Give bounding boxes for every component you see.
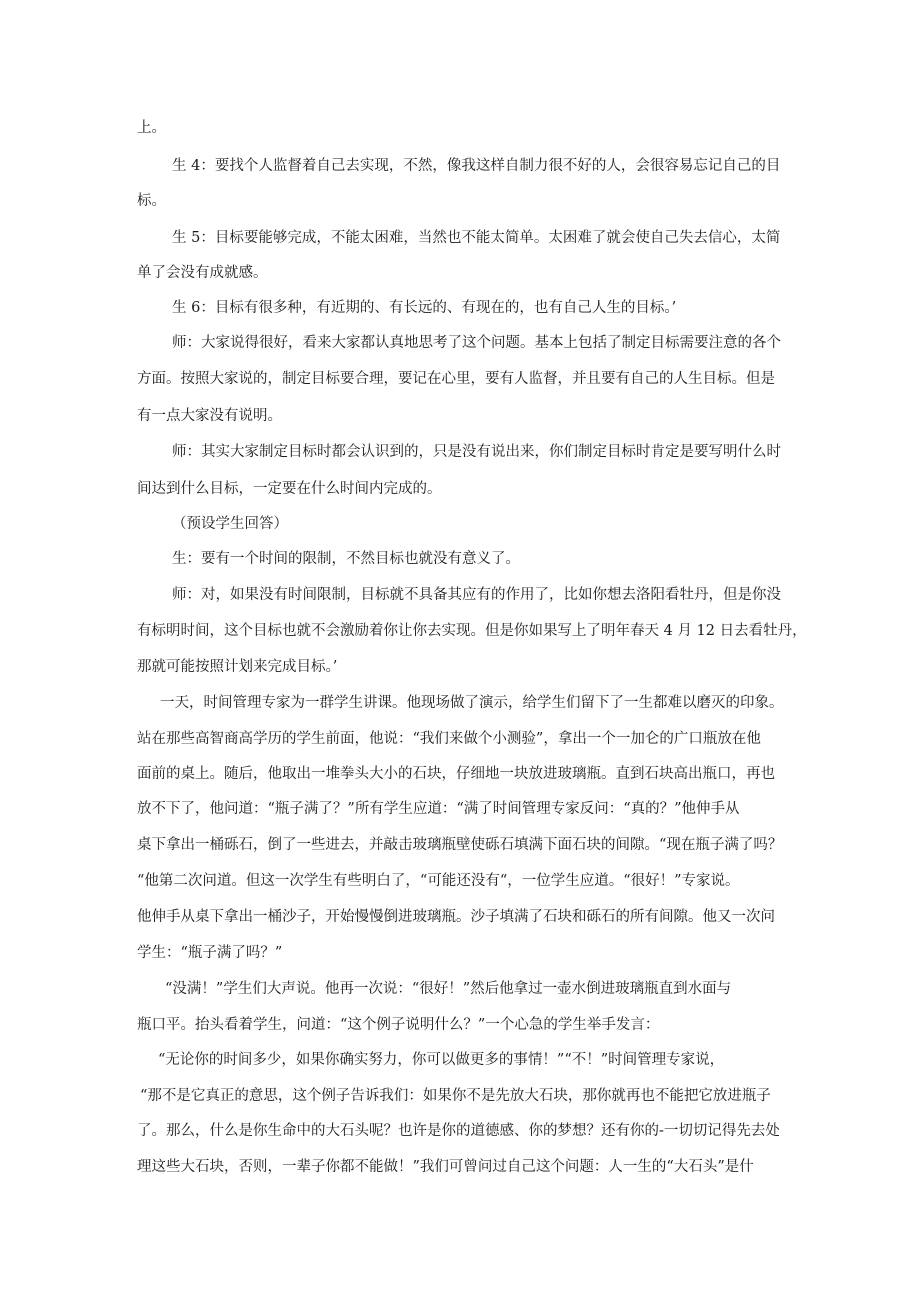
text-line: 生 6：目标有很多种，有近期的、有长远的、有现在的，也有自己人生的目标。’ [172, 300, 677, 316]
text-line: 上。 [137, 120, 166, 136]
text-line: 那就可能按照计划来完成目标。’ [137, 659, 338, 675]
text-line: 单了会没有成就感。 [137, 265, 268, 281]
text-line: “他第二次问道。但这一次学生有些明白了，“可能还没有“，一位学生应道。“很好！”专家说。 [137, 873, 740, 889]
text-line: 师：其实大家制定目标时都会认识到的，只是没有说出来，你们制定目标时肯定是要写明什么时 [172, 444, 781, 460]
text-line: 方面。按照大家说的，制定目标要合理，要记在心里，要有人监督，并且要有自己的人生目标。但是 [137, 371, 775, 387]
text-line: 他伸手从桌下拿出一桶沙子，开始慢慢倒进玻璃瓶。沙子填满了石块和砾石的所有间隙。他又一次问 [137, 909, 775, 925]
text-line: 生 5：目标要能够完成，不能太困难，当然也不能太简单。太困难了就会使自己失去信心，太简 [172, 230, 781, 246]
text-line: 间达到什么目标，一定要在什么时间内完成的。 [137, 481, 442, 497]
text-line: 一天，时间管理专家为一群学生讲课。他现场做了演示，给学生们留下了一生都难以磨灭的印象。 [160, 695, 784, 711]
text-line: 面前的桌上。随后，他取出一堆拳头大小的石块，仔细地一块放进玻璃瓶。直到石块高出瓶口，再也 [137, 766, 775, 782]
text-line: 有标明时间，这个目标也就不会激励着你让你去实现。但是你如果写上了明年春天 4 月 12 日去看牡丹， [137, 623, 807, 639]
text-line: 站在那些高智商高学历的学生前面，他说：“我们来做个小测验”，拿出一个一加仑的广口瓶放在他 [137, 731, 761, 747]
text-line: “无论你的时间多少，如果你确实努力，你可以做更多的事情！”“不！”时间管理专家说， [158, 1052, 725, 1068]
text-line: “没满！”学生们大声说。他再一次说：“很好！”然后他拿过一壶水倒进玻璃瓶直到水面与 [165, 981, 732, 997]
text-line: 生 4：要找个人监督着自己去实现，不然，像我这样自制力很不好的人，会很容易忘记自己的目 [172, 158, 781, 174]
text-line: 瓶口平。抬头看着学生，问道：“这个例子说明什么？”一个心急的学生举手发言： [137, 1017, 660, 1033]
text-line: （预设学生回答） [172, 516, 288, 532]
text-line: “那不是它真正的意思，这个例子告诉我们：如果你不是先放大石块，那你就再也不能把它放进瓶子 [140, 1088, 771, 1104]
text-line: 师：对，如果没有时间限制，目标就不具备其应有的作用了，比如你想去洛阳看牡丹，但是你没 [172, 587, 781, 603]
text-line: 师：大家说得很好，看来大家都认真地思考了这个问题。基本上包括了制定目标需要注意的各个 [172, 335, 781, 351]
text-line: 放不下了，他问道：“瓶子满了？”所有学生应道：“满了时间管理专家反问：“真的？”他伸手从 [137, 801, 740, 817]
text-line: 有一点大家没有说明。 [137, 408, 282, 424]
text-line: 理这些大石块，否则，一辈子你都不能做！”我们可曾问过自己这个问题：人一生的“大石头”是什 [137, 1159, 754, 1175]
text-line: 桌下拿出一桶砾石，倒了一些进去，并敲击玻璃瓶壁使砾石填满下面石块的间隙。“现在瓶子满了吗？ [137, 837, 783, 853]
text-line: 生：要有一个时间的限制，不然目标也就没有意义了。 [172, 551, 520, 567]
text-line: 了。那么，什么是你生命中的大石头呢？也许是你的道德感、你的梦想？还有你的-一切切记得先去处 [137, 1123, 780, 1139]
text-line: 学生：“瓶子满了吗？” [137, 945, 283, 961]
text-line: 标。 [137, 193, 166, 209]
